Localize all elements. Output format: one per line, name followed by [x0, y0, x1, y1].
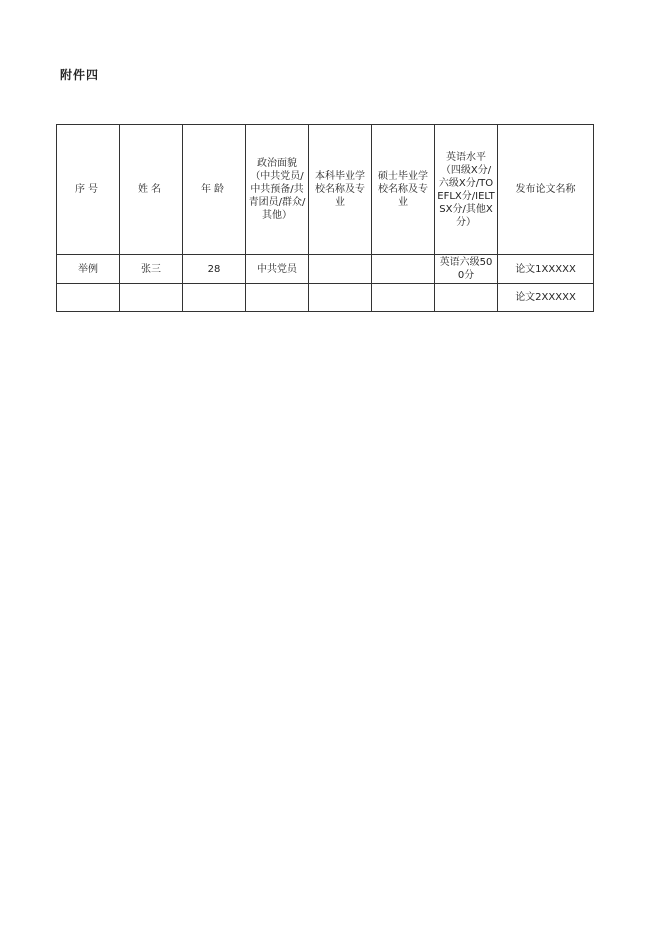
- header-cell-index: 序号: [57, 125, 120, 255]
- header-cell-master-school: 硕士毕业学校名称及专业: [372, 125, 435, 255]
- header-cell-age: 年龄: [183, 125, 246, 255]
- cell-index: [57, 284, 120, 312]
- header-cell-publications: 发布论文名称: [498, 125, 594, 255]
- cell-political-status: 中共党员: [246, 255, 309, 284]
- header-cell-political-status: 政治面貌（中共党员/中共预备/共青团员/群众/其他）: [246, 125, 309, 255]
- table-row: [57, 255, 594, 284]
- applicant-info-table: [56, 124, 594, 312]
- cell-index: 举例: [57, 255, 120, 284]
- cell-english-level: [435, 284, 498, 312]
- cell-name: 张三: [120, 255, 183, 284]
- cell-name: [120, 284, 183, 312]
- table-header-row: [57, 125, 594, 255]
- cell-master-school: [372, 284, 435, 312]
- table-row: [57, 284, 594, 312]
- cell-master-school: [372, 255, 435, 284]
- attachment-title: 附件四: [60, 68, 100, 82]
- cell-english-level: 英语六级500分: [435, 255, 498, 284]
- header-cell-bachelor-school: 本科毕业学校名称及专业: [309, 125, 372, 255]
- cell-bachelor-school: [309, 255, 372, 284]
- header-cell-name: 姓名: [120, 125, 183, 255]
- cell-age: [183, 284, 246, 312]
- cell-publications: 论文1XXXXX: [498, 255, 594, 284]
- cell-publications: 论文2XXXXX: [498, 284, 594, 312]
- cell-age: 28: [183, 255, 246, 284]
- cell-bachelor-school: [309, 284, 372, 312]
- cell-political-status: [246, 284, 309, 312]
- header-cell-english-level: 英语水平（四级X分/六级X分/TOEFLX分/IELTSX分/其他X分）: [435, 125, 498, 255]
